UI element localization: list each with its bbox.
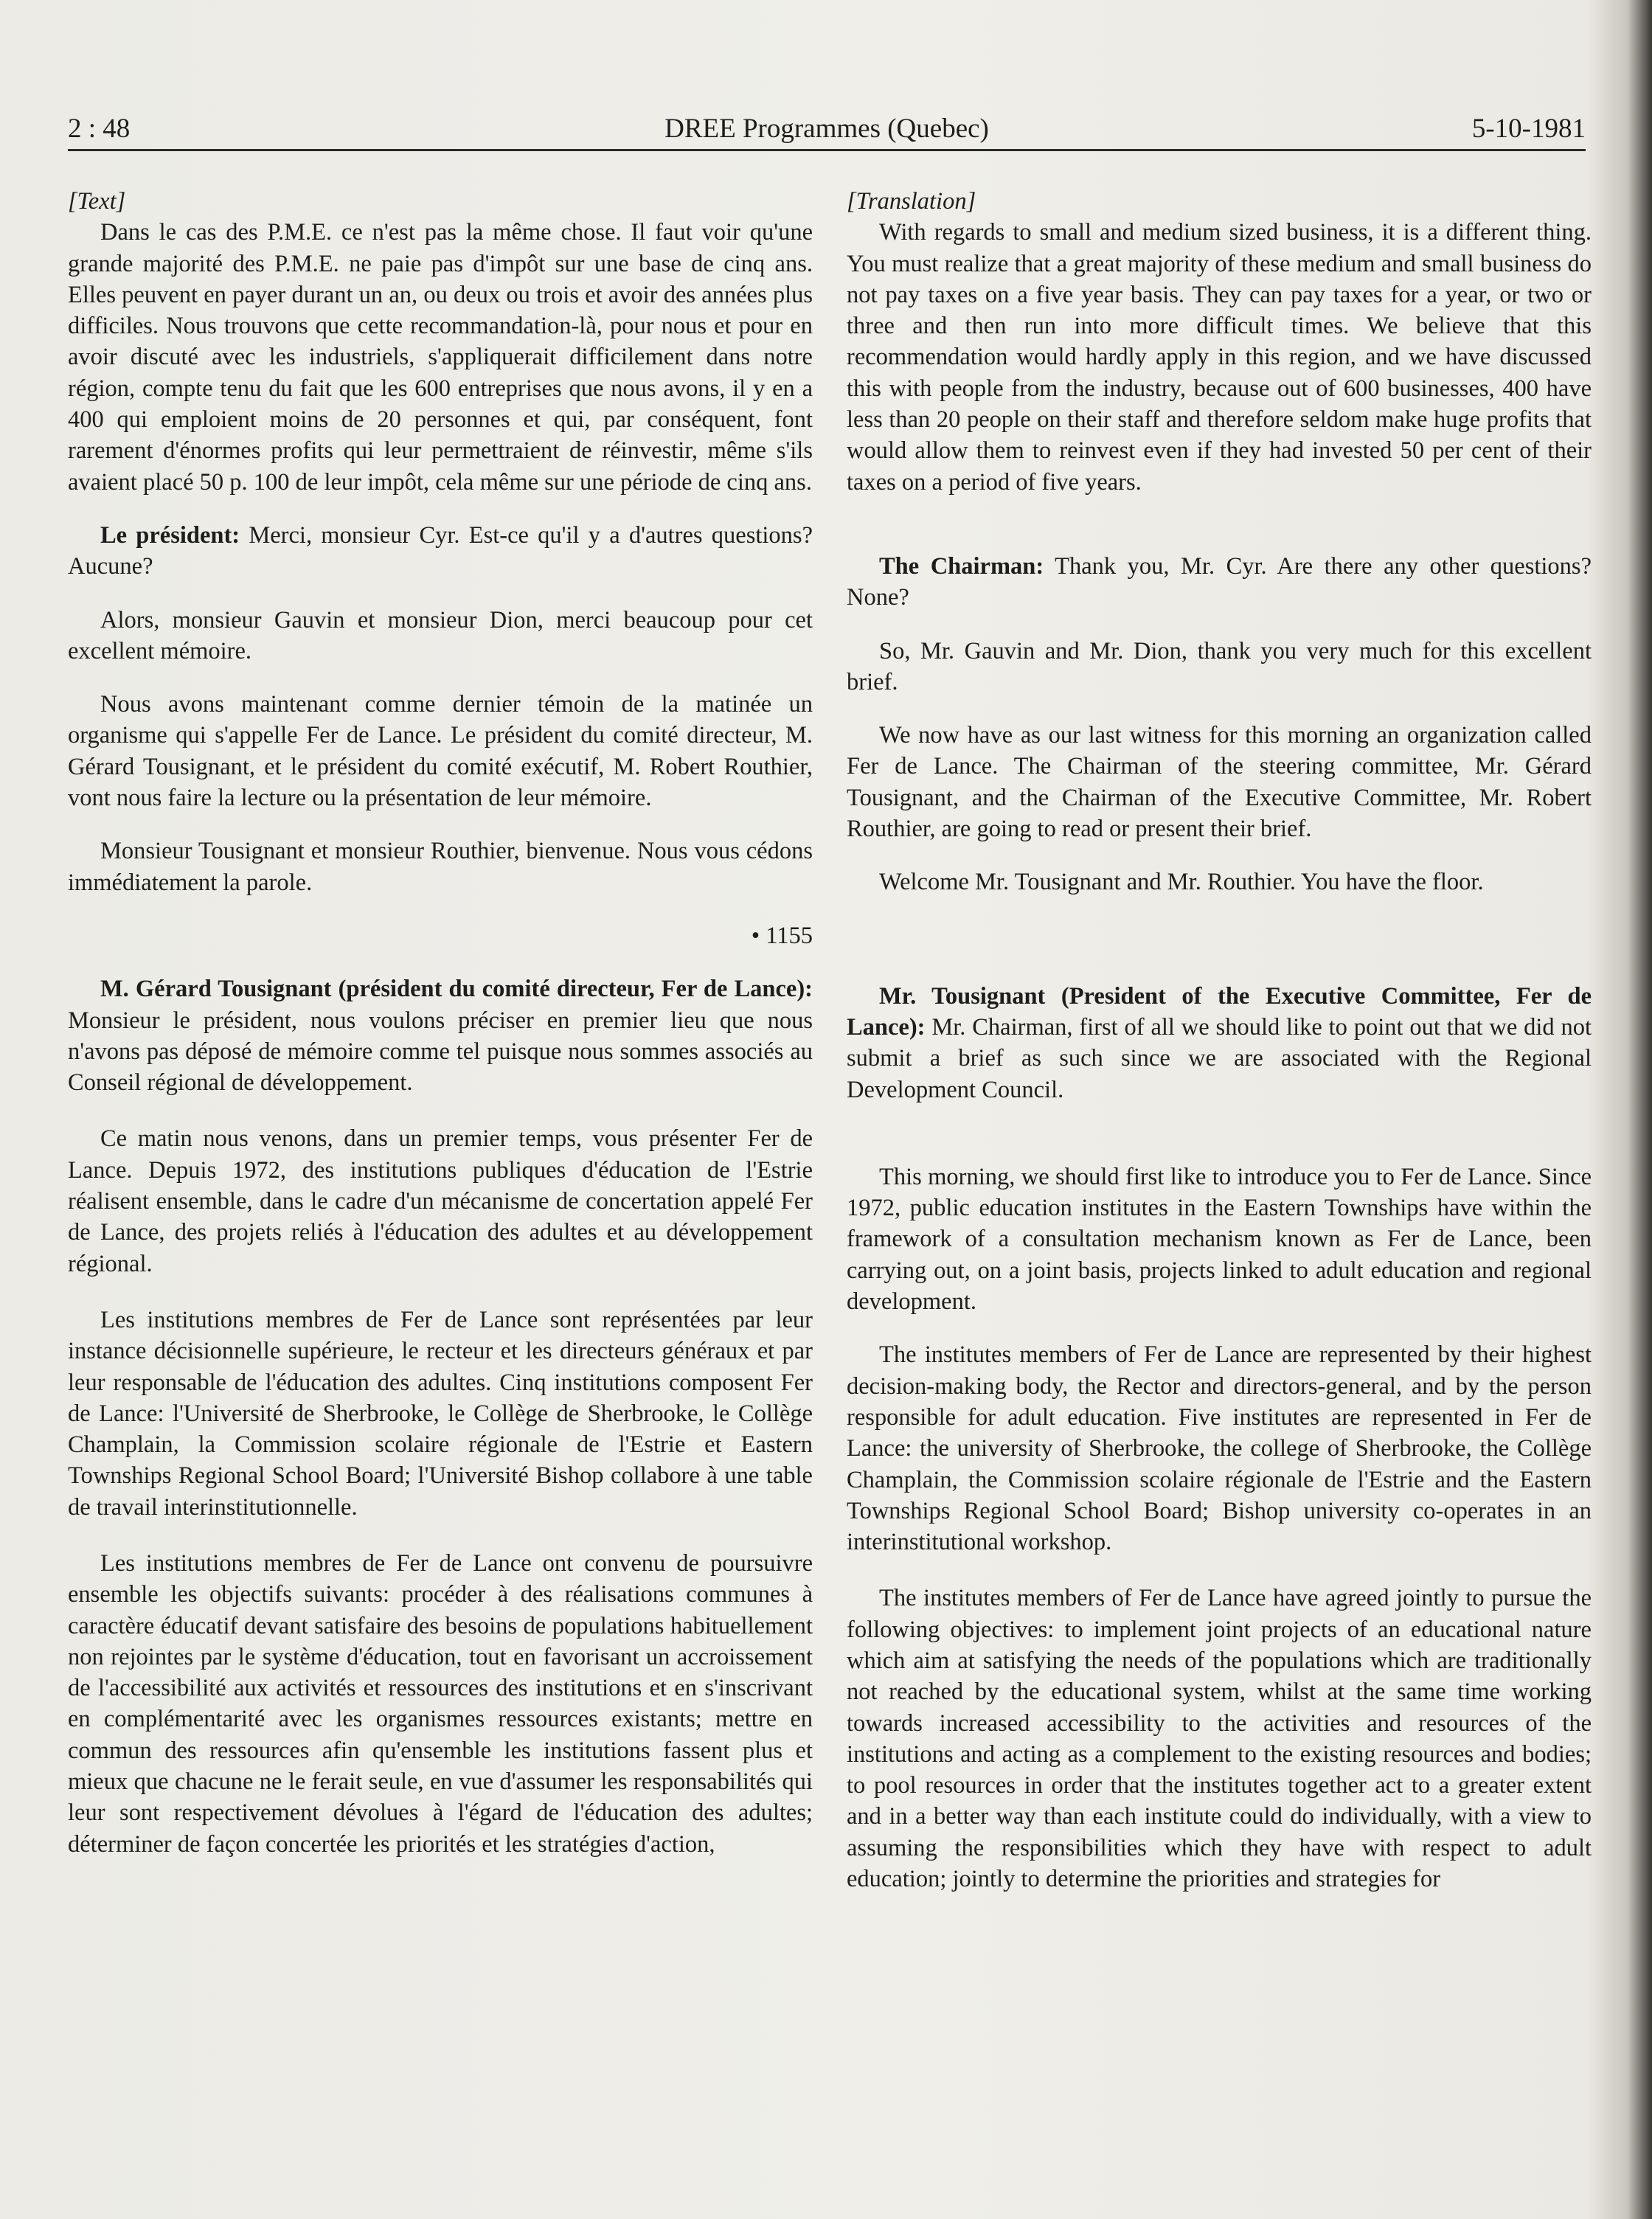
speaker-name: Le président:	[100, 521, 240, 549]
paragraph: M. Gérard Tousignant (président du comité directeur, Fer de Lance): Monsieur le président, nous voulons préciser en premier lieu que nous n'avons pas déposé de mémoire comme tel puisque nous sommes associés au Conseil régional de développement.	[68, 976, 813, 1097]
paragraph: So, Mr. Gauvin and Mr. Dion, thank you very much for this excellent brief.	[847, 637, 1592, 695]
header-rule	[68, 149, 1586, 151]
paragraph: Mr. Tousignant (President of the Executive Committee, Fer de Lance): Mr. Chairman, first of all we should like to point out that we did not submit a brief as such since we are associated with the Regional Development Council.	[847, 982, 1592, 1103]
header-date: 5-10-1981	[1471, 114, 1586, 144]
paragraph: Les institutions membres de Fer de Lance sont représentées par leur instance décisionnelle supérieure, le recteur et les directeurs généraux et par leur responsable de l'éducation des adultes. Cinq institutions composent Fer de Lance: l'Université de Sherbrooke, le Collège de Sherbrooke, le Collège Champlain, la Commission scolaire régionale de l'Estrie et Eastern Townships Regional School Board; l'Université Bishop collabore à une table de travail interinstitutionnelle.	[68, 1306, 813, 1521]
speaker-name: Mr. Tousignant (President of the Executive Committee, Fer de Lance):	[847, 982, 1592, 1041]
french-column	[68, 186, 813, 1860]
paragraph: Le président: Merci, monsieur Cyr. Est-ce qu'il y a d'autres questions? Aucune?	[68, 521, 813, 580]
speaker-name: M. Gérard Tousignant (président du comité directeur, Fer de Lance):	[100, 976, 813, 1003]
column-label: [Text]	[68, 188, 126, 215]
running-header	[68, 111, 1586, 147]
time-marker: • 1155	[751, 922, 813, 949]
paragraph: Ce matin nous venons, dans un premier temps, vous présenter Fer de Lance. Depuis 1972, des institutions publiques d'éducation de l'Estrie réalisent ensemble, dans le cadre d'un mécanisme de concertation appelé Fer de Lance, des projets reliés à l'éducation des adultes et au développement régional.	[68, 1125, 813, 1277]
paragraph: Les institutions membres de Fer de Lance ont convenu de poursuivre ensemble les objectifs suivants: procéder à des réalisations communes à caractère éducatif devant satisfaire des besoins de populations habituellement non rejointes par le système d'éducation, tout en favorisant un accroissement de l'accessibilité aux activités et ressources des institutions et en s'inscrivant en complémentarité avec les organismes ressources existants; mettre en commun des ressources afin qu'ensemble les institutions fassent plus et mieux que chacune ne le ferait seule, en vue d'assumer les responsabilités qui leur sont respectivement dévolues à l'égard de l'éducation des adultes; déterminer de façon concertée les priorités et les stratégies d'action,	[68, 1549, 813, 1858]
paragraph: Nous avons maintenant comme dernier témoin de la matinée un organisme qui s'appelle Fer de Lance. Le président du comité directeur, M. Gérard Tousignant, et le président du comité exécutif, M. Robert Routhier, vont nous faire la lecture ou la présentation de leur mémoire.	[68, 691, 813, 812]
paragraph: Welcome Mr. Tousignant and Mr. Routhier. You have the floor.	[879, 869, 1484, 896]
paragraph: We now have as our last witness for this morning an organization called Fer de Lance. The Chairman of the steering committee, Mr. Gérard Tousignant, and the Chairman of the Executive Committee, Mr. Robert Routhier, are going to read or present their brief.	[847, 722, 1592, 843]
publication-title: DREE Programmes (Quebec)	[664, 114, 989, 144]
paragraph: Monsieur Tousignant et monsieur Routhier, bienvenue. Nous vous cédons immédiatement la parole.	[68, 838, 813, 896]
paragraph: Dans le cas des P.M.E. ce n'est pas la même chose. Il faut voir qu'une grande majorité des P.M.E. ne paie pas d'impôt sur une base de cinq ans. Elles peuvent en payer durant un an, ou deux ou trois et avoir des années plus difficiles. Nous trouvons que cette recommandation-là, pour nous et pour en avoir discuté avec les industriels, s'appliquerait difficilement dans notre région, compte tenu du fait que les 600 entreprises que nous avons, il y en a 400 qui emploient moins de 20 personnes et qui, par conséquent, font rarement d'énormes profits qui leur permettraient de réinvestir, même s'ils avaient placé 50 p. 100 de leur impôt, cela même sur une période de cinq ans.	[68, 219, 813, 496]
page-number: 2 : 48	[68, 114, 131, 144]
paragraph: The Chairman: Thank you, Mr. Cyr. Are there any other questions? None?	[847, 552, 1592, 611]
paragraph: Alors, monsieur Gauvin et monsieur Dion, merci beaucoup pour cet excellent mémoire.	[68, 606, 813, 664]
column-label: [Translation]	[847, 188, 976, 215]
paragraph: This morning, we should first like to introduce you to Fer de Lance. Since 1972, public education institutes in the Eastern Townships have within the framework of a consultation mechanism known as Fer de Lance, been carrying out, on a joint basis, projects linked to adult education and regional development.	[847, 1163, 1592, 1316]
english-column	[847, 186, 1592, 1895]
paragraph: The institutes members of Fer de Lance are represented by their highest decision-making body, the Rector and directors-general, and by the person responsible for adult education. Five institutes are represented in Fer de Lance: the university of Sherbrooke, the college of Sherbrooke, the Collège Champlain, the Commission scolaire régionale de l'Estrie and the Eastern Townships Regional School Board; Bishop university co-operates in an interinstitutional workshop.	[847, 1341, 1592, 1556]
paragraph: With regards to small and medium sized business, it is a different thing. You must realize that a great majority of these medium and small business do not pay taxes on a five year basis. They can pay taxes for a year, or two or three and then run into more difficult times. We believe that this recommendation would hardly apply in this region, and we have discussed this with people from the industry, because out of 600 businesses, 400 have less than 20 people on their staff and therefore seldom make huge profits that would allow them to reinvest even if they had invested 50 per cent of their taxes on a period of five years.	[847, 219, 1592, 496]
speaker-name: The Chairman:	[879, 552, 1044, 580]
paragraph: The institutes members of Fer de Lance have agreed jointly to pursue the following objectives: to implement joint projects of an educational nature which aim at satisfying the needs of the populations which are traditionally not reached by the educational system, whilst at the same time working towards increased accessibility to the activities and resources of the institutions and acting as a complement to the existing resources and bodies; to pool resources in order that the institutes together act to a greater extent and in a better way than each institute could do individually, with a view to assuming the responsibilities which they have with respect to adult education; jointly to determine the priorities and strategies for	[847, 1585, 1592, 1893]
